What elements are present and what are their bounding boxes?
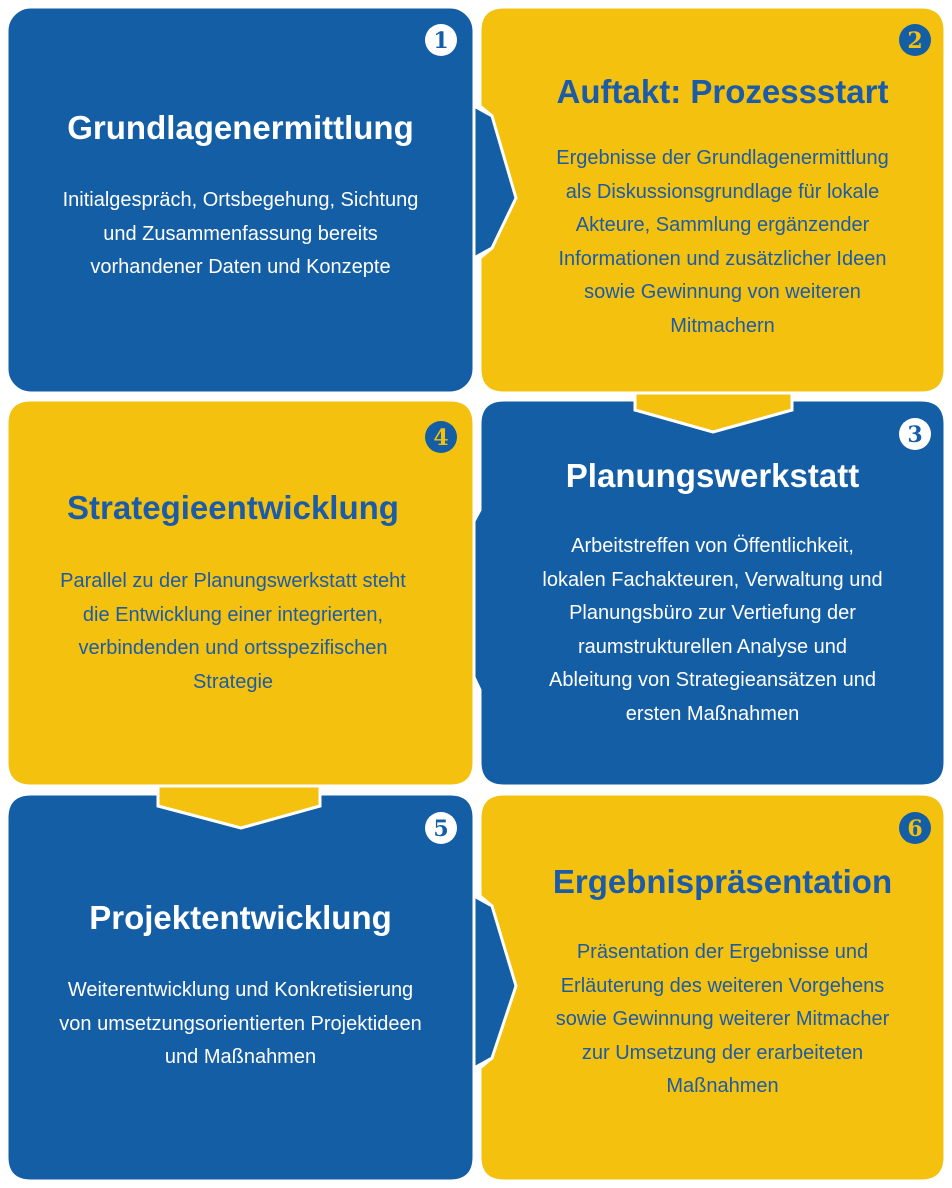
step-6-line-3: sowie Gewinnung weiterer Mitmacher (555, 1008, 890, 1031)
step-1-line-2: und Zusammenfassung bereits (103, 222, 378, 245)
step-5-line-1: Weiterentwicklung und Konkretisierung (67, 979, 414, 1001)
step-6-line-5: Maßnahmen (666, 1075, 779, 1098)
step-3-title: Planungswerkstatt (565, 457, 860, 494)
step-1-line-1: Initialgespräch, Ortsbegehung, Sichtung (62, 189, 419, 211)
step-2-line-6: Mitmachern (670, 314, 775, 337)
step-3-line-3: Planungsbüro zur Vertiefung der (569, 602, 856, 625)
svg-text:4: 4 (433, 425, 449, 451)
step-1-title: Grundlagenermittlung (67, 109, 414, 146)
badge-2 (899, 24, 931, 56)
step-3-line-5: Ableitung von Strategieansätzen und (549, 669, 876, 692)
svg-text:2: 2 (907, 28, 923, 54)
badge-4 (425, 421, 457, 453)
step-5-line-2: von umsetzungsorientierten Projektideen (59, 1012, 422, 1035)
svg-text:3: 3 (907, 422, 923, 448)
step-2-line-2: als Diskussionsgrundlage für lokale (565, 180, 880, 203)
step-6-content (480, 862, 945, 1104)
svg-text:5: 5 (433, 816, 449, 842)
badge-5 (425, 812, 457, 844)
step-6-line-4: zur Umsetzung der erarbeiteten (581, 1041, 864, 1064)
step-2-line-4: Informationen und zusätzlicher Ideen (558, 247, 887, 270)
step-4-line-1: Parallel zu der Planungswerkstatt steht (60, 570, 406, 592)
step-2-title: Auftakt: Prozessstart (556, 73, 889, 110)
step-4-title: Strategieentwicklung (67, 489, 399, 526)
step-3-content (480, 456, 945, 732)
step-6-title: Ergebnispräsentation (552, 863, 893, 900)
step-3-line-6: ersten Maßnahmen (625, 702, 800, 725)
step-2-line-3: Akteure, Sammlung ergänzender (575, 214, 870, 237)
step-5-line-3: und Maßnahmen (164, 1046, 317, 1069)
step-1-content (7, 108, 474, 285)
step-3-line-4: raumstrukturellen Analyse und (577, 635, 848, 658)
step-5-content (7, 898, 474, 1075)
svg-text:1: 1 (433, 28, 449, 54)
step-3-line-1: Arbeitstreffen von Öffentlichkeit, (571, 535, 854, 557)
step-4-line-4: Strategie (192, 670, 274, 693)
step-6-line-2: Erläuterung des weiteren Vorgehens (560, 974, 885, 997)
svg-text:6: 6 (907, 816, 923, 842)
step-4-content (7, 488, 459, 699)
step-1-line-3: vorhandener Daten und Konzepte (90, 256, 391, 279)
step-4-line-3: verbindenden und ortsspezifischen (78, 637, 388, 660)
badge-6 (899, 812, 931, 844)
badge-3 (899, 418, 931, 450)
step-4-line-2: die Entwicklung einer integrierten, (82, 603, 384, 626)
step-6-line-1: Präsentation der Ergebnisse und (576, 941, 869, 963)
step-5-title: Projektentwicklung (89, 899, 392, 936)
badge-1 (425, 24, 457, 56)
step-2-content (480, 72, 945, 344)
step-3-line-2: lokalen Fachakteuren, Verwaltung und (542, 568, 883, 591)
step-2-line-1: Ergebnisse der Grundlagenermittlung (556, 147, 889, 169)
step-2-line-5: sowie Gewinnung von weiteren (584, 281, 861, 304)
